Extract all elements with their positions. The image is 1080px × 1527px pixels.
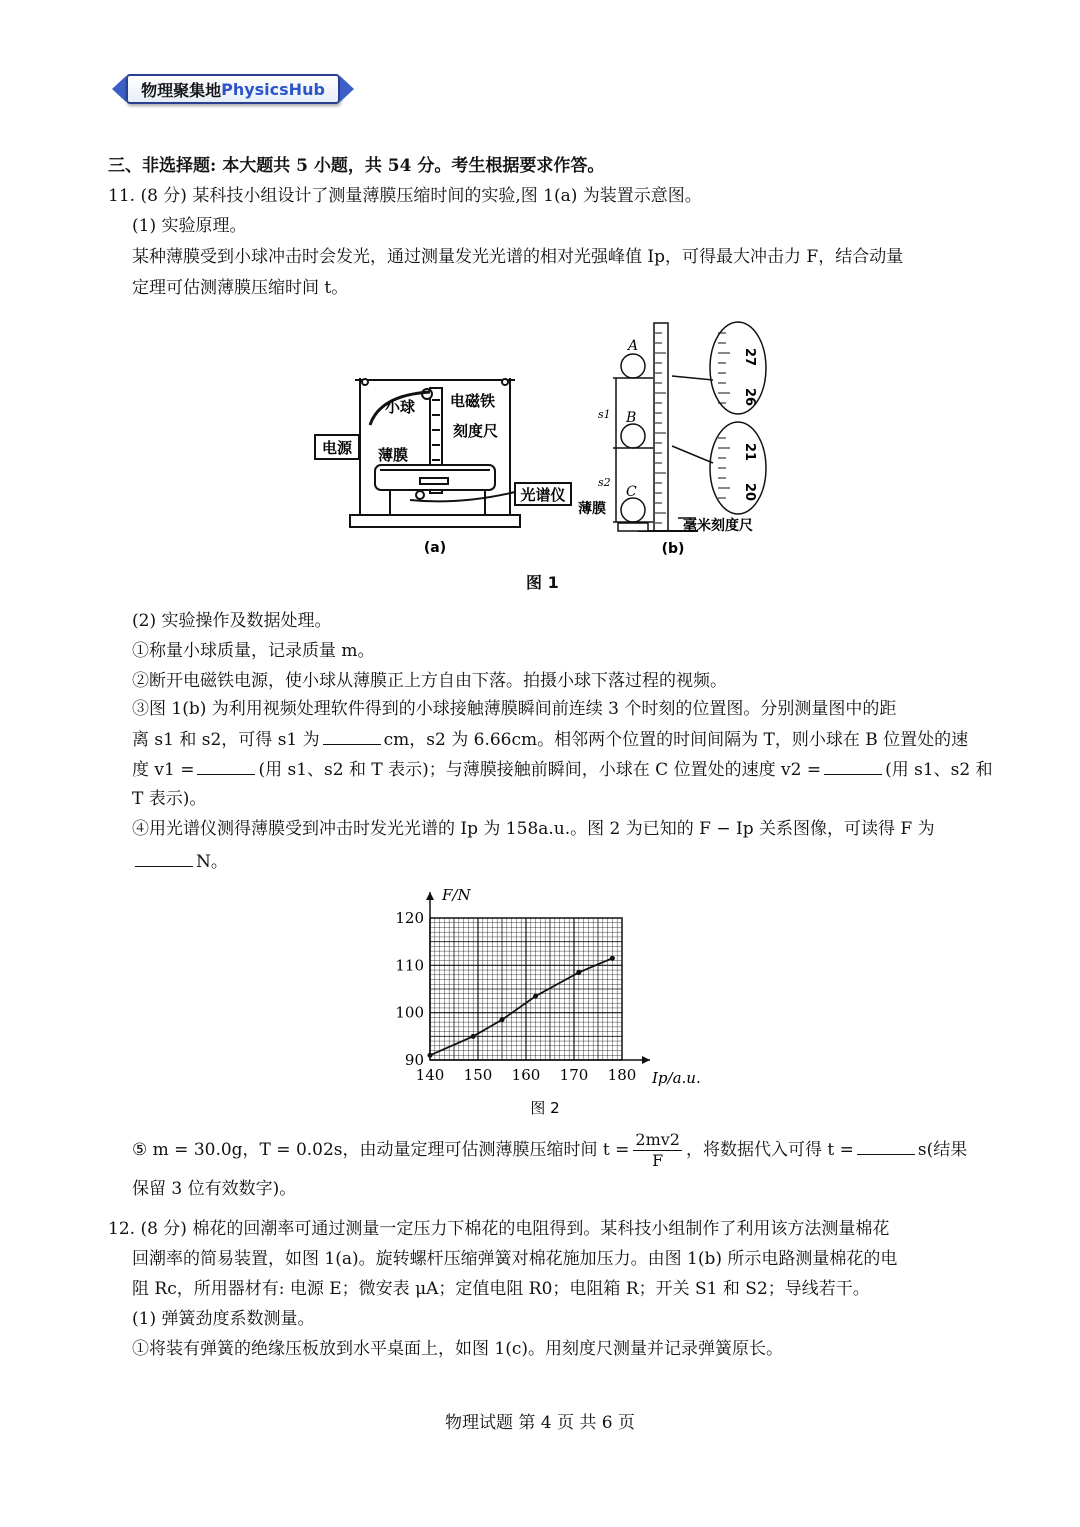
q11-step3-b-pre: 离 s1 和 s2，可得 s1 为	[132, 730, 320, 750]
y-tick-label: 100	[395, 1003, 424, 1022]
fraction-denominator: F	[652, 1151, 664, 1170]
q11-step5-mid: ，将数据代入可得 t =	[685, 1140, 854, 1160]
label-spectrometer: 光谱仪	[520, 486, 566, 504]
fraction-numerator: 2mv2	[635, 1130, 680, 1149]
q12-line1: 12. (8 分) 棉花的回潮率可通过测量一定压力下棉花的电阻得到。某科技小组制作了利用该方法测量棉花	[108, 1219, 890, 1239]
q11-intro: 11. (8 分) 某科技小组设计了测量薄膜压缩时间的实验,图 1(a) 为装置示意图。	[108, 186, 702, 206]
q11-step4-line1: ④用光谱仪测得薄膜受到冲击时发光光谱的 Ip 为 158a.u.。图 2 为已知的 F − Ip 关系图像，可读得 F 为	[132, 819, 935, 839]
answer-blank-v2[interactable]	[824, 758, 882, 775]
label-mm-ruler: 毫米刻度尺	[683, 518, 753, 534]
label-sub-b: (b)	[661, 541, 685, 557]
q11-step1: ①称量小球质量，记录质量 m。	[132, 641, 375, 661]
q11-principle-line1: 某种薄膜受到小球冲击时会发光，通过测量发光光谱的相对光强峰值 Ip，可得最大冲击力 F，结合动量	[132, 247, 904, 267]
q12-line5: ①将装有弹簧的绝缘压板放到水平桌面上，如图 1(c)。用刻度尺测量并记录弹簧原长。	[132, 1339, 784, 1359]
data-point	[610, 956, 615, 961]
label-film-b: 薄膜	[578, 501, 606, 517]
q11-step3-line3	[132, 758, 993, 781]
label-s1: s1	[598, 408, 611, 421]
page-footer: 物理试题 第 4 页 共 6 页	[444, 1413, 636, 1433]
q11-principle-line2: 定理可估测薄膜压缩时间 t。	[132, 278, 349, 298]
q11-step3-line4: T 表示)。	[132, 789, 207, 809]
section-header: 三、非选择题: 本大题共 5 小题，共 54 分。考生根据要求作答。	[108, 156, 605, 176]
physicshub-logo	[112, 72, 354, 106]
answer-blank-F[interactable]	[135, 850, 193, 867]
chart-title: 图 2	[530, 1099, 560, 1117]
q11-part1-title: (1) 实验原理。	[132, 216, 247, 236]
q11-step3-line2	[132, 728, 968, 751]
x-tick-label: 180	[607, 1066, 637, 1084]
mag-bottom-label-2: 20	[742, 483, 757, 502]
y-tick-label: 110	[395, 956, 424, 975]
y-axis-arrow-icon	[426, 892, 434, 900]
q11-step2: ②断开电磁铁电源，使小球从薄膜正上方自由下落。拍摄小球下落过程的视频。	[132, 671, 727, 691]
figure1b-positions	[578, 318, 778, 558]
label-s2: s2	[598, 476, 611, 489]
label-power: 电源	[321, 439, 353, 457]
label-sub-a: (a)	[423, 540, 447, 556]
y-tick-label: 90	[404, 1051, 424, 1069]
logo-text-cn: 物理聚集地	[141, 80, 222, 100]
arrow-right-icon	[340, 76, 354, 102]
x-axis-arrow-icon	[642, 1056, 650, 1064]
x-tick-label: 150	[463, 1066, 493, 1084]
label-C: C	[626, 484, 637, 500]
q11-step3-c-post: (用 s1、s2 和	[885, 760, 993, 780]
figure1a-apparatus	[310, 370, 575, 560]
data-point	[471, 1034, 476, 1039]
label-ball: 小球	[385, 398, 416, 416]
q11-step3-b-post: cm，s2 为 6.66cm。相邻两个位置的时间间隔为 T，则小球在 B 位置处的速	[383, 730, 969, 750]
q11-part2-title: (2) 实验操作及数据处理。	[132, 611, 332, 631]
answer-blank-s1[interactable]	[323, 728, 381, 745]
data-point	[500, 1017, 505, 1022]
q11-step5-post: s(结果	[917, 1140, 968, 1160]
x-tick-label: 170	[559, 1066, 589, 1084]
answer-blank-v1[interactable]	[197, 758, 255, 775]
q12-line4: (1) 弹簧劲度系数测量。	[132, 1309, 315, 1329]
label-B: B	[626, 410, 637, 426]
chart-xlabel: Ip/a.u.	[652, 1069, 701, 1087]
data-point	[533, 994, 538, 999]
q11-step4-line2	[132, 850, 228, 873]
figure1-caption: 图 1	[526, 573, 559, 592]
data-point	[576, 970, 581, 975]
logo-banner	[126, 74, 340, 104]
label-ruler: 刻度尺	[453, 422, 499, 440]
mag-bottom-label-1: 21	[742, 443, 757, 462]
logo-text-en: PhysicsHub	[221, 79, 325, 99]
x-tick-label: 140	[415, 1066, 445, 1084]
label-A: A	[628, 338, 639, 354]
arrow-left-icon	[112, 76, 126, 102]
q12-line2: 回潮率的简易装置，如图 1(a)。旋转螺杆压缩弹簧对棉花施加压力。由图 1(b) 所示电路测量棉花的电	[132, 1249, 898, 1269]
mag-top-label-1: 27	[742, 348, 757, 367]
data-point	[428, 1053, 433, 1058]
q11-step4-b: N。	[196, 852, 228, 872]
label-magnet: 电磁铁	[450, 392, 496, 410]
q11-step5-line1	[132, 1128, 967, 1172]
q11-step3-c-pre: 度 v1 =	[132, 760, 195, 780]
y-tick-label: 120	[395, 909, 424, 927]
q11-step5-pre: ⑤ m = 30.0g，T = 0.02s，由动量定理可估测薄膜压缩时间 t =	[132, 1140, 630, 1160]
q12-line3: 阻 Rc，所用器材有: 电源 E；微安表 μA；定值电阻 R0；电阻箱 R；开关 S1 和 S2；导线若干。	[132, 1279, 870, 1299]
q11-step3-line1: ③图 1(b) 为利用视频处理软件得到的小球接触薄膜瞬间前连续 3 个时刻的位置图。分别测量图中的距	[132, 699, 897, 719]
label-film: 薄膜	[378, 446, 409, 464]
fraction-2mv2-over-F	[633, 1130, 682, 1171]
mag-top-label-2: 26	[742, 388, 757, 407]
x-tick-label: 160	[511, 1066, 541, 1084]
q11-step3-c-mid: (用 s1、s2 和 T 表示)；与薄膜接触前瞬间，小球在 C 位置处的速度 v2 =	[258, 760, 822, 780]
figure2-chart	[390, 880, 710, 1125]
chart-ylabel: F/N	[442, 886, 471, 904]
answer-blank-t[interactable]	[857, 1138, 915, 1155]
q11-step5-line2: 保留 3 位有效数字)。	[132, 1179, 297, 1199]
